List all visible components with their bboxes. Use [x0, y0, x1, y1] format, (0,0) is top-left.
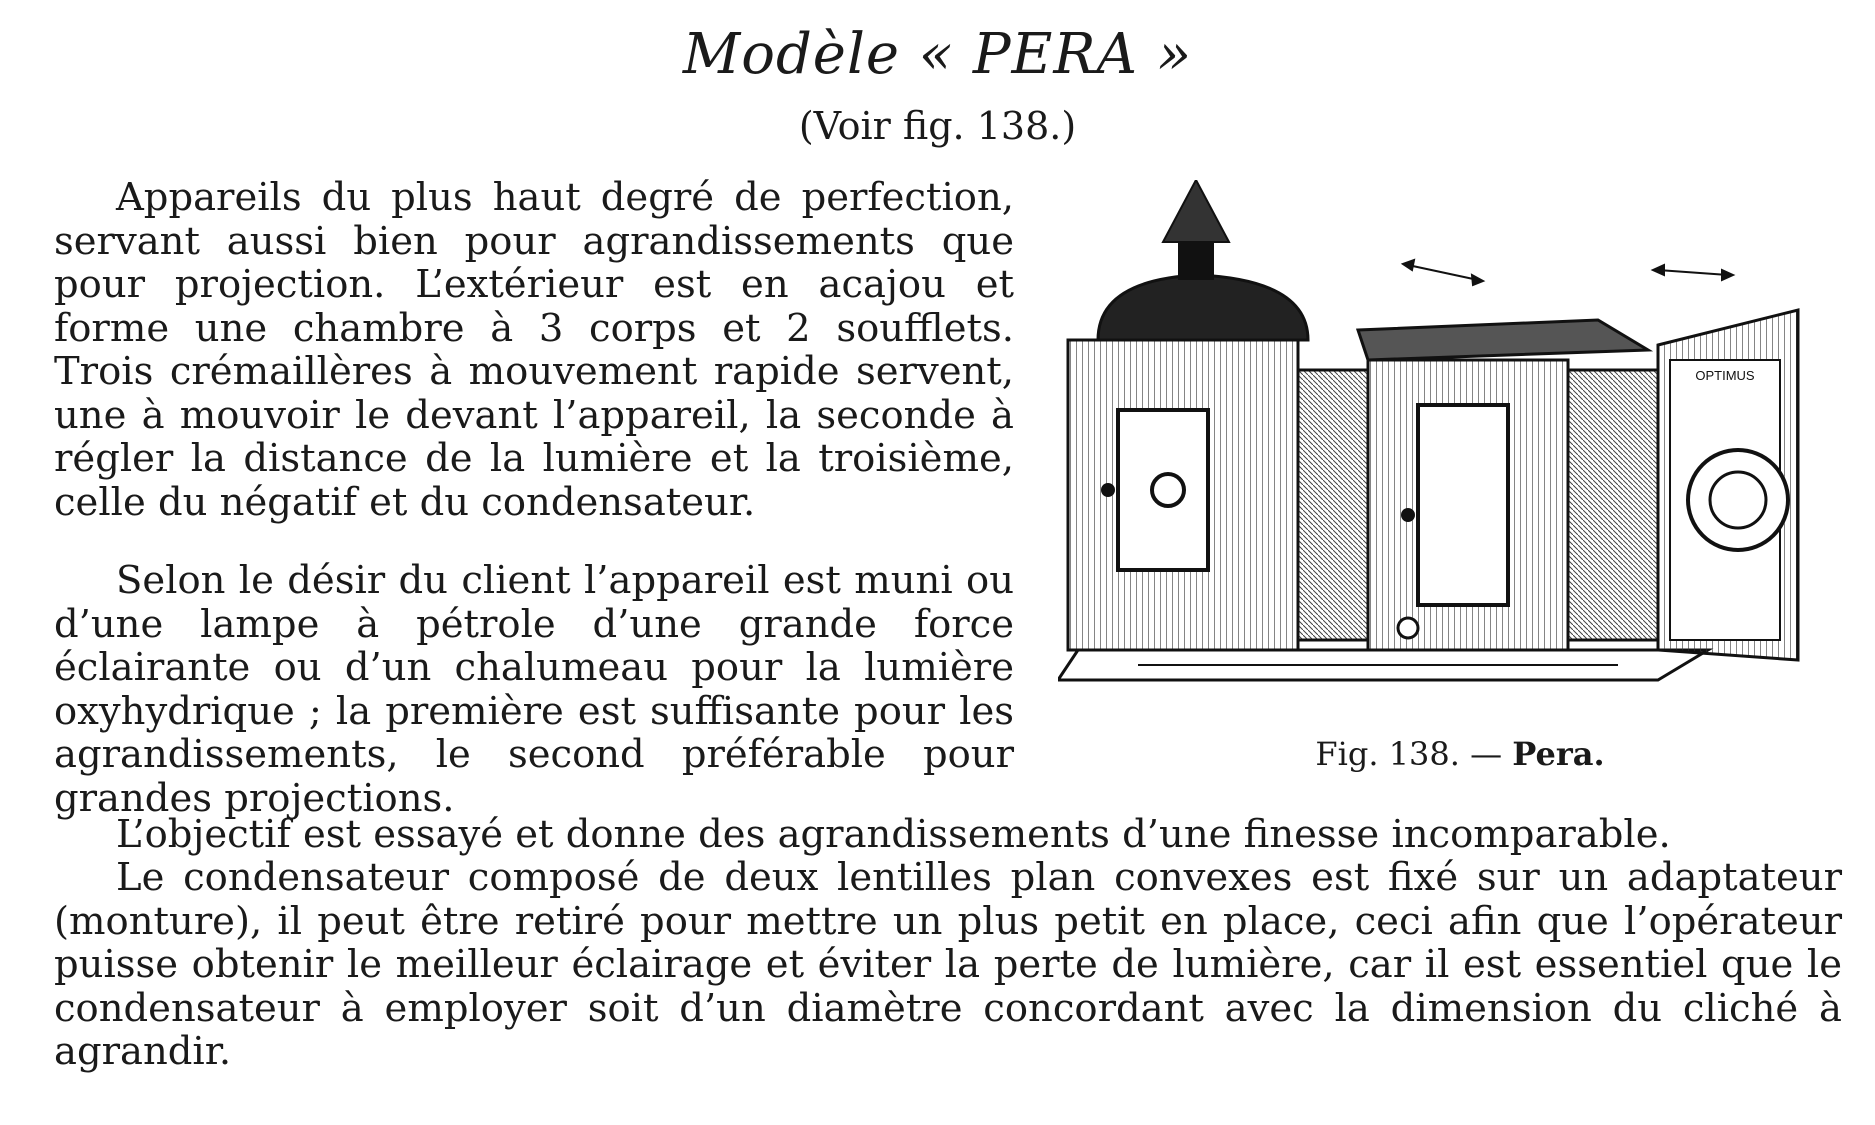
paragraph-lamp-options: Selon le désir du client l’appareil est muni ou d’une lampe à pétrole d’une grande force éclairante ou d’un chalumeau pour la lumière oxyhydrique ; la première est suffisante pour les agrandissements, le second préférable pour grandes projections.: [54, 558, 1014, 821]
rear-bellows: [1568, 370, 1658, 640]
movement-arrows: [1403, 260, 1733, 285]
pera-projector-illustration: [1058, 180, 1848, 720]
paragraph-condenser: Le condensateur composé de deux lentilles plan convexes est fixé sur un adaptateur (monture), il peut être retiré pour mettre un plus petit en place, ceci afin que l’opérateur puisse obtenir le meilleur éclairage et éviter la perte de lumière, car il est essentiel que le condensateur à employer soit d’un diamètre concordant avec la dimension du cliché à agrandir.: [54, 855, 1842, 1074]
page-title: Modèle « PERA »: [682, 22, 1193, 87]
figure-reference: (Voir fig. 138.): [798, 104, 1077, 148]
lamp-house: [1068, 180, 1308, 650]
caption-name: Pera.: [1512, 735, 1605, 773]
figure-caption: [1240, 735, 1680, 773]
front-panel: [1658, 310, 1798, 660]
caption-prefix: Fig. 138. —: [1315, 735, 1503, 773]
brand-plate: OPTIMUS: [1695, 368, 1755, 383]
paragraph-objective: L’objectif est essayé et donne des agrandissements d’une finesse incomparable.: [116, 812, 1671, 857]
paragraph-description: Appareils du plus haut degré de perfection, servant aussi bien pour agrandissements que pour projection. L’extérieur est en acajou et forme une chambre à 3 corps et 2 soufflets. Trois crémaillères à mouvement rapide servent, une à mouvoir le devant l’appareil, la seconde à régler la distance de la lumière et la troisième, celle du négatif et du condensateur.: [54, 175, 1014, 525]
front-bellows: [1298, 370, 1368, 640]
base-rail: [1058, 650, 1708, 680]
